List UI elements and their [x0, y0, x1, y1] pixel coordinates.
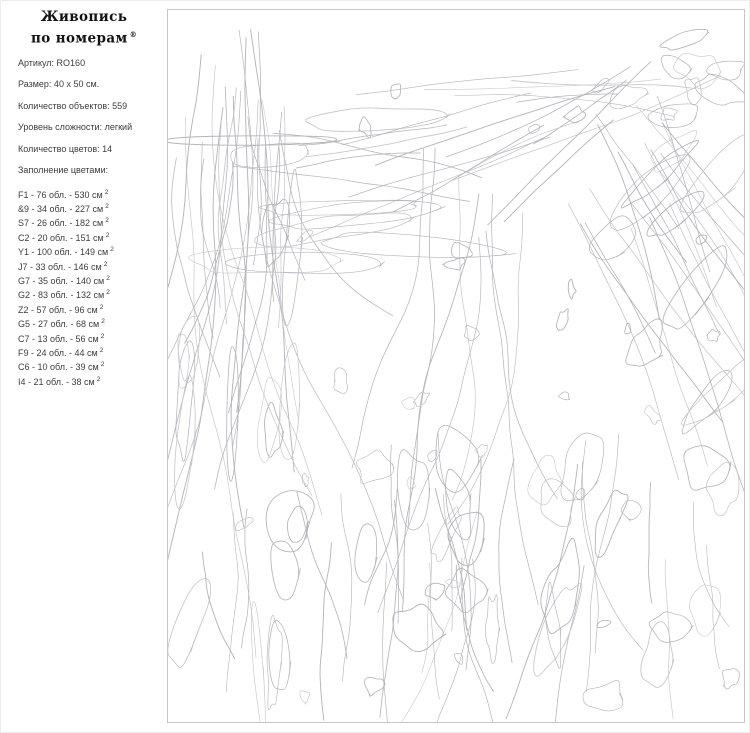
spec-size: Размер: 40 x 50 см. — [18, 79, 100, 89]
superscript-2: 2 — [105, 231, 110, 239]
superscript-2: 2 — [99, 303, 104, 311]
superscript-2: 2 — [105, 202, 109, 210]
logo-line-1: Живопись — [40, 9, 128, 25]
spec-article: Артикул: RO160 — [18, 57, 86, 68]
color-usage-text: Z2 - 57 обл. - 96 см — [18, 304, 98, 315]
color-usage-text: Y1 - 100 обл. - 149 см — [18, 247, 109, 258]
superscript-2: 2 — [106, 289, 110, 297]
color-usage-text: F9 - 24 обл. - 44 см — [18, 347, 98, 358]
logo-line-2 — [18, 26, 150, 48]
color-usage-row — [18, 287, 164, 301]
spec-colors-count: Количество цветов: 14 — [18, 143, 113, 154]
color-usage-text: C6 - 10 обл. - 39 см — [18, 362, 99, 373]
color-usage-row — [18, 215, 164, 229]
color-usage-text: S7 - 26 обл. - 182 см — [18, 218, 104, 229]
product-info-sidebar — [18, 9, 164, 388]
color-usage-row — [18, 359, 164, 373]
color-usage-row — [18, 187, 164, 201]
superscript-2: 2 — [101, 318, 105, 326]
logo-line-2-text: по номерам — [30, 30, 128, 47]
superscript-2: 2 — [104, 188, 109, 196]
color-usage-text: I4 - 21 обл. - 38 см — [18, 376, 95, 387]
superscript-2: 2 — [96, 375, 101, 383]
superscript-2: 2 — [99, 346, 104, 354]
brand-logo — [18, 9, 150, 48]
spec-difficulty: Уровень сложности: легкий — [18, 122, 133, 132]
color-usage-row — [18, 302, 164, 316]
color-usage-row — [18, 374, 164, 388]
color-usage-row — [18, 273, 164, 287]
color-usage-row — [18, 316, 164, 330]
color-usage-text: J7 - 33 обл. - 146 см — [18, 261, 102, 272]
color-usage-text: C7 - 13 обл. - 56 см — [18, 333, 99, 344]
color-usage-list — [18, 187, 164, 389]
outline-art-svg — [168, 10, 744, 722]
superscript-2: 2 — [106, 274, 110, 282]
superscript-2: 2 — [105, 217, 109, 225]
color-usage-row — [18, 345, 164, 359]
superscript-2: 2 — [110, 246, 114, 254]
paint-by-numbers-outline-canvas — [167, 9, 745, 723]
color-usage-text: G5 - 27 обл. - 68 см — [18, 319, 100, 330]
superscript-2: 2 — [100, 361, 105, 369]
color-usage-row — [18, 331, 164, 345]
color-usage-text: F1 - 76 обл. - 530 см — [18, 189, 103, 200]
product-specs — [18, 58, 164, 176]
superscript-2: 2 — [103, 260, 108, 268]
registered-mark: ® — [129, 30, 138, 39]
color-usage-row — [18, 244, 164, 258]
color-usage-text: G7 - 35 обл. - 140 см — [18, 275, 105, 286]
spec-fill-header: Заполнение цветами: — [18, 165, 109, 175]
superscript-2: 2 — [100, 332, 105, 340]
color-usage-row — [18, 201, 164, 215]
spec-objects-count: Количество объектов: 559 — [18, 100, 128, 111]
color-usage-row — [18, 259, 164, 273]
color-usage-text: &9 - 34 обл. - 227 см — [18, 203, 104, 214]
color-usage-text: G2 - 83 обл. - 132 см — [18, 290, 105, 301]
color-usage-text: C2 - 20 обл. - 151 см — [18, 232, 104, 243]
color-usage-row — [18, 230, 164, 244]
